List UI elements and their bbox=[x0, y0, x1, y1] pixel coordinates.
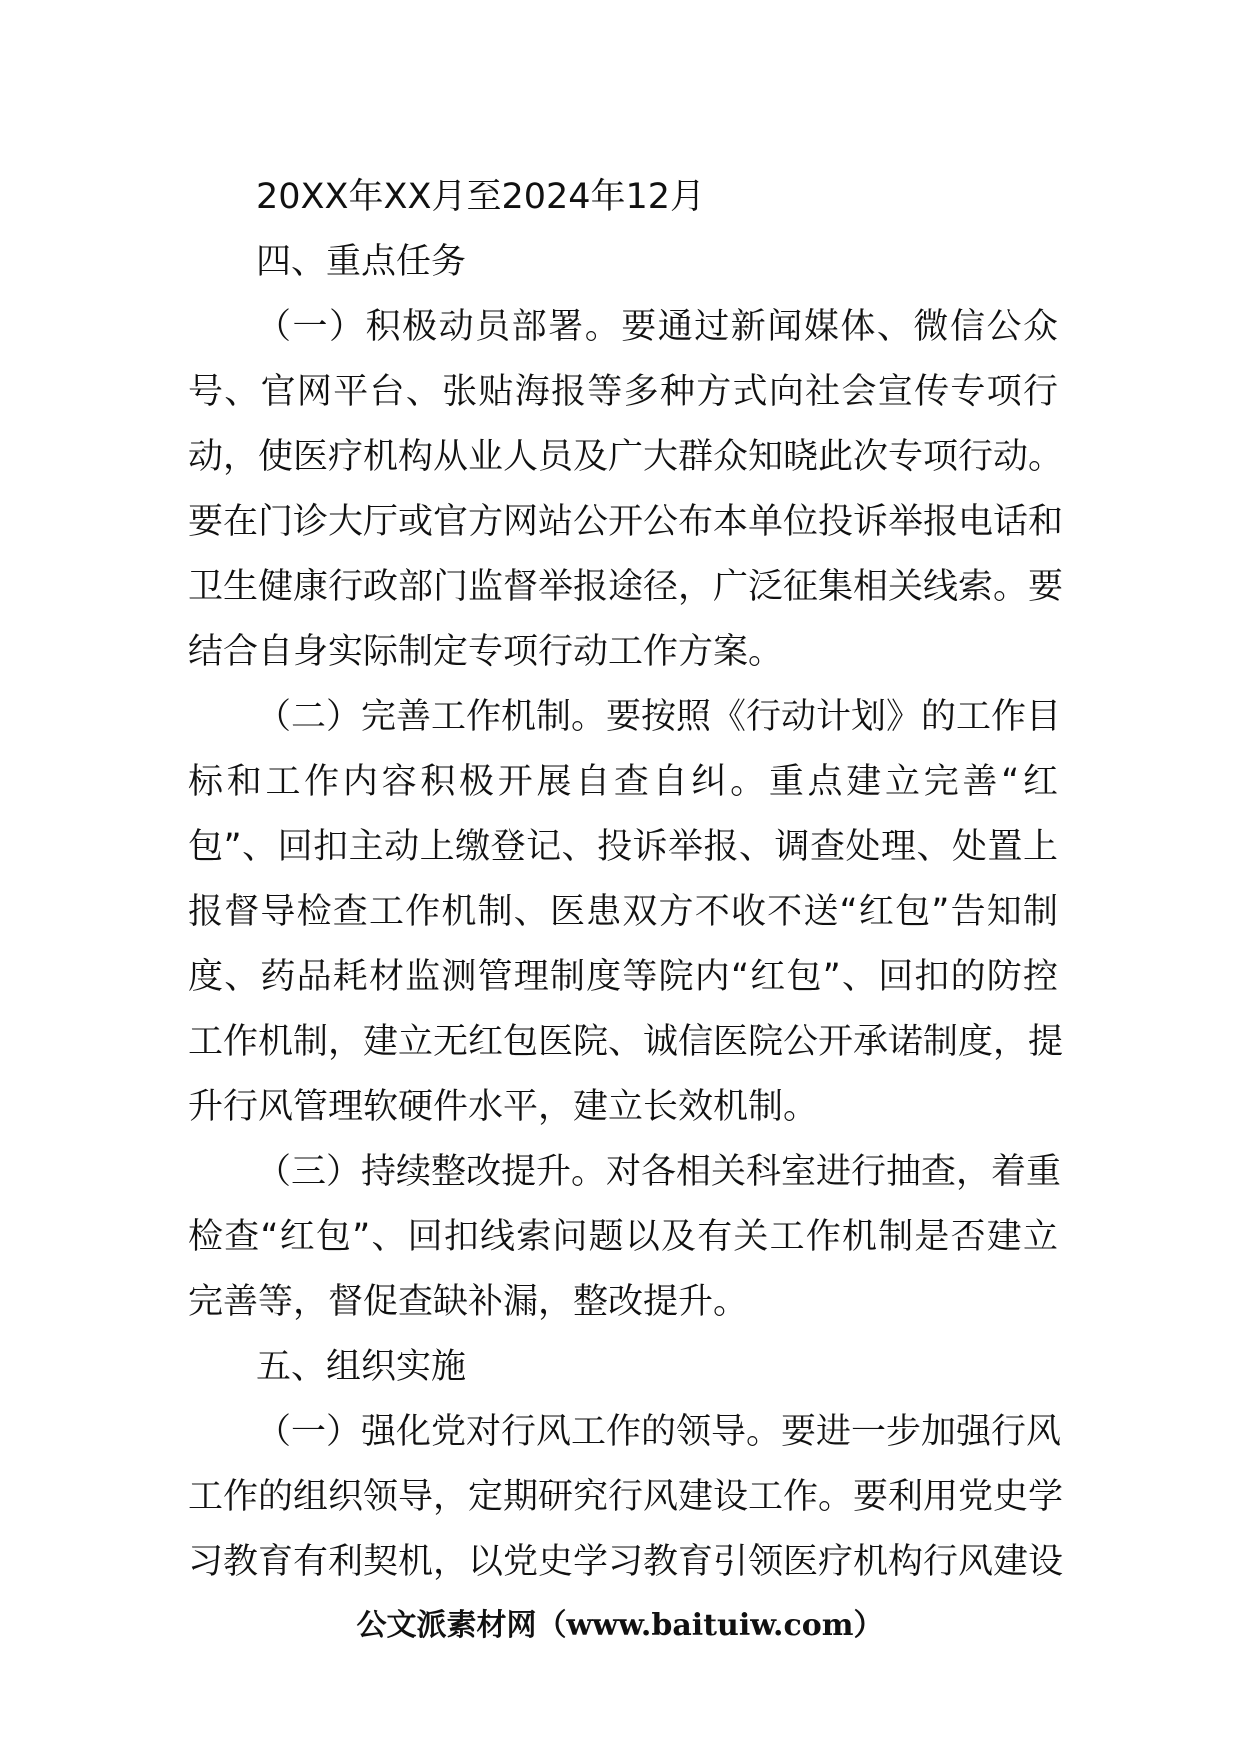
text-line: 动，使医疗机构从业人员及广大群众知晓此次专项行动。 bbox=[188, 437, 1064, 477]
text-line: （二）完善工作机制。要按照《行动计划》的工作目 bbox=[256, 697, 1062, 737]
text-line: 工作的组织领导，定期研究行风建设工作。要利用党史学 bbox=[188, 1477, 1064, 1517]
text-line: （一）强化党对行风工作的领导。要进一步加强行风 bbox=[256, 1412, 1062, 1452]
text-line: 号、官网平台、张贴海报等多种方式向社会宣传专项行 bbox=[188, 372, 1058, 412]
text-line: 检查“红包”、回扣线索问题以及有关工作机制是否建立 bbox=[188, 1217, 1058, 1257]
text-line: 要在门诊大厅或官方网站公开公布本单位投诉举报电话和 bbox=[188, 502, 1064, 542]
footer-watermark: 公文派素材网（www.baituiw.com） bbox=[356, 1608, 884, 1643]
text-line: 工作机制，建立无红包医院、诚信医院公开承诺制度，提 bbox=[188, 1022, 1064, 1062]
text-line: 五、组织实施 bbox=[256, 1347, 467, 1387]
text-line: 卫生健康行政部门监督举报途径，广泛征集相关线索。要 bbox=[188, 567, 1064, 607]
text-line: 标和工作内容积极开展自查自纠。重点建立完善“红 bbox=[188, 762, 1058, 802]
text-line: 四、重点任务 bbox=[256, 242, 467, 282]
text-line: 结合自身实际制定专项行动工作方案。 bbox=[188, 632, 784, 672]
text-line: 度、药品耗材监测管理制度等院内“红包”、回扣的防控 bbox=[188, 957, 1058, 997]
text-line: （一）积极动员部署。要通过新闻媒体、微信公众 bbox=[256, 307, 1058, 347]
document-body bbox=[188, 165, 1064, 1595]
text-line: 报督导检查工作机制、医患双方不收不送“红包”告知制 bbox=[188, 892, 1058, 932]
text-line: 习教育有利契机，以党史学习教育引领医疗机构行风建设 bbox=[188, 1542, 1064, 1582]
text-line: 升行风管理软硬件水平，建立长效机制。 bbox=[188, 1087, 819, 1127]
text-line: 20XX年XX月至2024年12月 bbox=[256, 177, 706, 217]
text-line: 完善等，督促查缺补漏，整改提升。 bbox=[188, 1282, 749, 1322]
text-line: （三）持续整改提升。对各相关科室进行抽查，着重 bbox=[256, 1152, 1062, 1192]
text-line: 包”、回扣主动上缴登记、投诉举报、调查处理、处置上 bbox=[188, 827, 1058, 867]
